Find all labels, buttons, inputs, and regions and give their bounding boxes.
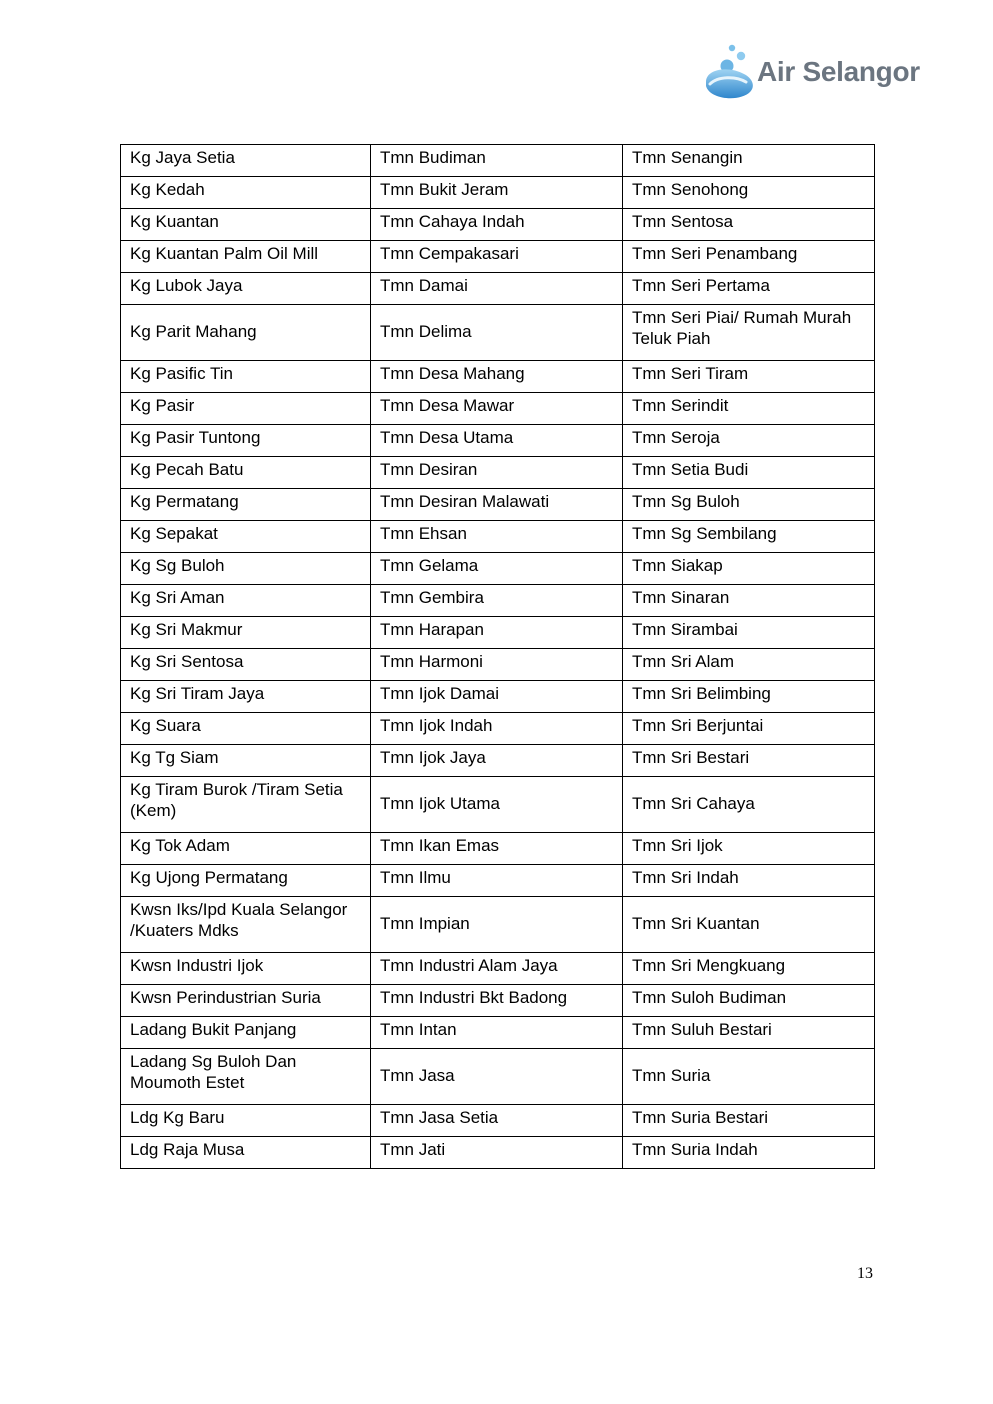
table-row xyxy=(121,1049,875,1105)
table-cell: Tmn Suria xyxy=(623,1049,875,1105)
table-cell: Kg Parit Mahang xyxy=(121,305,371,361)
table-body xyxy=(121,145,875,1169)
table-cell: Tmn Gelama xyxy=(371,553,623,585)
table-cell: Tmn Jasa Setia xyxy=(371,1105,623,1137)
table-cell: Tmn Sentosa xyxy=(623,209,875,241)
table-cell: Kg Suara xyxy=(121,713,371,745)
table-cell: Tmn Desa Mawar xyxy=(371,393,623,425)
table-cell: Tmn Industri Alam Jaya xyxy=(371,953,623,985)
table-cell: Tmn Sri Mengkuang xyxy=(623,953,875,985)
table-cell: Tmn Suloh Budiman xyxy=(623,985,875,1017)
table-cell: Tmn Ijok Jaya xyxy=(371,745,623,777)
table-cell: Kg Kedah xyxy=(121,177,371,209)
table-row xyxy=(121,145,875,177)
table-cell: Tmn Jasa xyxy=(371,1049,623,1105)
table-row xyxy=(121,745,875,777)
table-row xyxy=(121,241,875,273)
table-cell: Kg Sg Buloh xyxy=(121,553,371,585)
table-cell: Kg Sri Makmur xyxy=(121,617,371,649)
table-cell: Kg Permatang xyxy=(121,489,371,521)
table-cell: Tmn Cahaya Indah xyxy=(371,209,623,241)
table-cell: Tmn Impian xyxy=(371,897,623,953)
table-cell: Tmn Sri Belimbing xyxy=(623,681,875,713)
table-cell: Tmn Seri Tiram xyxy=(623,361,875,393)
table-cell: Tmn Ilmu xyxy=(371,865,623,897)
table-cell: Tmn Sri Indah xyxy=(623,865,875,897)
table-cell: Kg Kuantan Palm Oil Mill xyxy=(121,241,371,273)
table-cell: Tmn Ijok Utama xyxy=(371,777,623,833)
table-cell: Tmn Sri Ijok xyxy=(623,833,875,865)
table-cell: Kwsn Iks/Ipd Kuala Selangor /Kuaters Mdks xyxy=(121,897,371,953)
table-row xyxy=(121,457,875,489)
table-row xyxy=(121,1137,875,1169)
table-row xyxy=(121,521,875,553)
table-cell: Ldg Kg Baru xyxy=(121,1105,371,1137)
table-row xyxy=(121,585,875,617)
table-cell: Kg Tok Adam xyxy=(121,833,371,865)
table-cell: Kwsn Perindustrian Suria xyxy=(121,985,371,1017)
table-cell: Tmn Ijok Damai xyxy=(371,681,623,713)
table-cell: Kwsn Industri Ijok xyxy=(121,953,371,985)
table-cell: Tmn Suluh Bestari xyxy=(623,1017,875,1049)
table-cell: Tmn Harmoni xyxy=(371,649,623,681)
table-cell: Tmn Jati xyxy=(371,1137,623,1169)
table-row xyxy=(121,177,875,209)
table-row xyxy=(121,985,875,1017)
table-row xyxy=(121,953,875,985)
table-cell: Tmn Delima xyxy=(371,305,623,361)
table-row xyxy=(121,209,875,241)
table-cell: Tmn Seroja xyxy=(623,425,875,457)
table-cell: Kg Ujong Permatang xyxy=(121,865,371,897)
table-cell: Tmn Desa Mahang xyxy=(371,361,623,393)
table-cell: Tmn Senohong xyxy=(623,177,875,209)
table-cell: Tmn Sinaran xyxy=(623,585,875,617)
table-cell: Kg Jaya Setia xyxy=(121,145,371,177)
table-row xyxy=(121,649,875,681)
table-cell: Tmn Desa Utama xyxy=(371,425,623,457)
table-cell: Kg Lubok Jaya xyxy=(121,273,371,305)
table-cell: Tmn Cempakasari xyxy=(371,241,623,273)
places-table xyxy=(120,144,875,1169)
table-cell: Tmn Serindit xyxy=(623,393,875,425)
table-row xyxy=(121,865,875,897)
table-cell: Kg Sri Tiram Jaya xyxy=(121,681,371,713)
table-cell: Tmn Ehsan xyxy=(371,521,623,553)
air-selangor-logo xyxy=(700,40,950,104)
table-row xyxy=(121,393,875,425)
table-cell: Tmn Bukit Jeram xyxy=(371,177,623,209)
table-row xyxy=(121,489,875,521)
table-cell: Tmn Ijok Indah xyxy=(371,713,623,745)
table-cell: Tmn Industri Bkt Badong xyxy=(371,985,623,1017)
table-row xyxy=(121,617,875,649)
table-cell: Tmn Sri Alam xyxy=(623,649,875,681)
table-cell: Tmn Sri Berjuntai xyxy=(623,713,875,745)
table-cell: Tmn Sri Bestari xyxy=(623,745,875,777)
table-cell: Tmn Siakap xyxy=(623,553,875,585)
table-cell: Tmn Ikan Emas xyxy=(371,833,623,865)
table-row xyxy=(121,713,875,745)
table-cell: Tmn Gembira xyxy=(371,585,623,617)
table-cell: Tmn Desiran xyxy=(371,457,623,489)
table-cell: Tmn Sg Sembilang xyxy=(623,521,875,553)
table-cell: Tmn Seri Pertama xyxy=(623,273,875,305)
table-row xyxy=(121,305,875,361)
table-cell: Tmn Seri Piai/ Rumah Murah Teluk Piah xyxy=(623,305,875,361)
table-cell: Tmn Suria Indah xyxy=(623,1137,875,1169)
table-row xyxy=(121,897,875,953)
table-cell: Kg Sri Aman xyxy=(121,585,371,617)
table-cell: Tmn Seri Penambang xyxy=(623,241,875,273)
table-cell: Kg Tg Siam xyxy=(121,745,371,777)
table-cell: Kg Pasific Tin xyxy=(121,361,371,393)
table-cell: Kg Pasir Tuntong xyxy=(121,425,371,457)
table-cell: Tmn Sri Kuantan xyxy=(623,897,875,953)
table-cell: Kg Sepakat xyxy=(121,521,371,553)
table-cell: Tmn Damai xyxy=(371,273,623,305)
table-cell: Kg Pasir xyxy=(121,393,371,425)
table-cell: Tmn Setia Budi xyxy=(623,457,875,489)
table-cell: Tmn Suria Bestari xyxy=(623,1105,875,1137)
table-row xyxy=(121,833,875,865)
table-cell: Ldg Raja Musa xyxy=(121,1137,371,1169)
table-row xyxy=(121,273,875,305)
table-cell: Kg Tiram Burok /Tiram Setia (Kem) xyxy=(121,777,371,833)
table-row xyxy=(121,553,875,585)
table-cell: Tmn Harapan xyxy=(371,617,623,649)
table-row xyxy=(121,1105,875,1137)
table-row xyxy=(121,777,875,833)
table-cell: Tmn Sri Cahaya xyxy=(623,777,875,833)
water-drop-icon xyxy=(700,40,760,104)
table-cell: Tmn Sirambai xyxy=(623,617,875,649)
table-cell: Tmn Budiman xyxy=(371,145,623,177)
table-cell: Tmn Desiran Malawati xyxy=(371,489,623,521)
table-cell: Ladang Bukit Panjang xyxy=(121,1017,371,1049)
table-cell: Kg Sri Sentosa xyxy=(121,649,371,681)
table-row xyxy=(121,681,875,713)
table-row xyxy=(121,1017,875,1049)
table-row xyxy=(121,425,875,457)
table-cell: Kg Kuantan xyxy=(121,209,371,241)
page-number: 13 xyxy=(857,1265,873,1282)
table-cell: Kg Pecah Batu xyxy=(121,457,371,489)
table-cell: Ladang Sg Buloh Dan Moumoth Estet xyxy=(121,1049,371,1105)
table-cell: Tmn Intan xyxy=(371,1017,623,1049)
table-cell: Tmn Senangin xyxy=(623,145,875,177)
table-row xyxy=(121,361,875,393)
logo-text: Air Selangor xyxy=(757,56,920,87)
table-cell: Tmn Sg Buloh xyxy=(623,489,875,521)
